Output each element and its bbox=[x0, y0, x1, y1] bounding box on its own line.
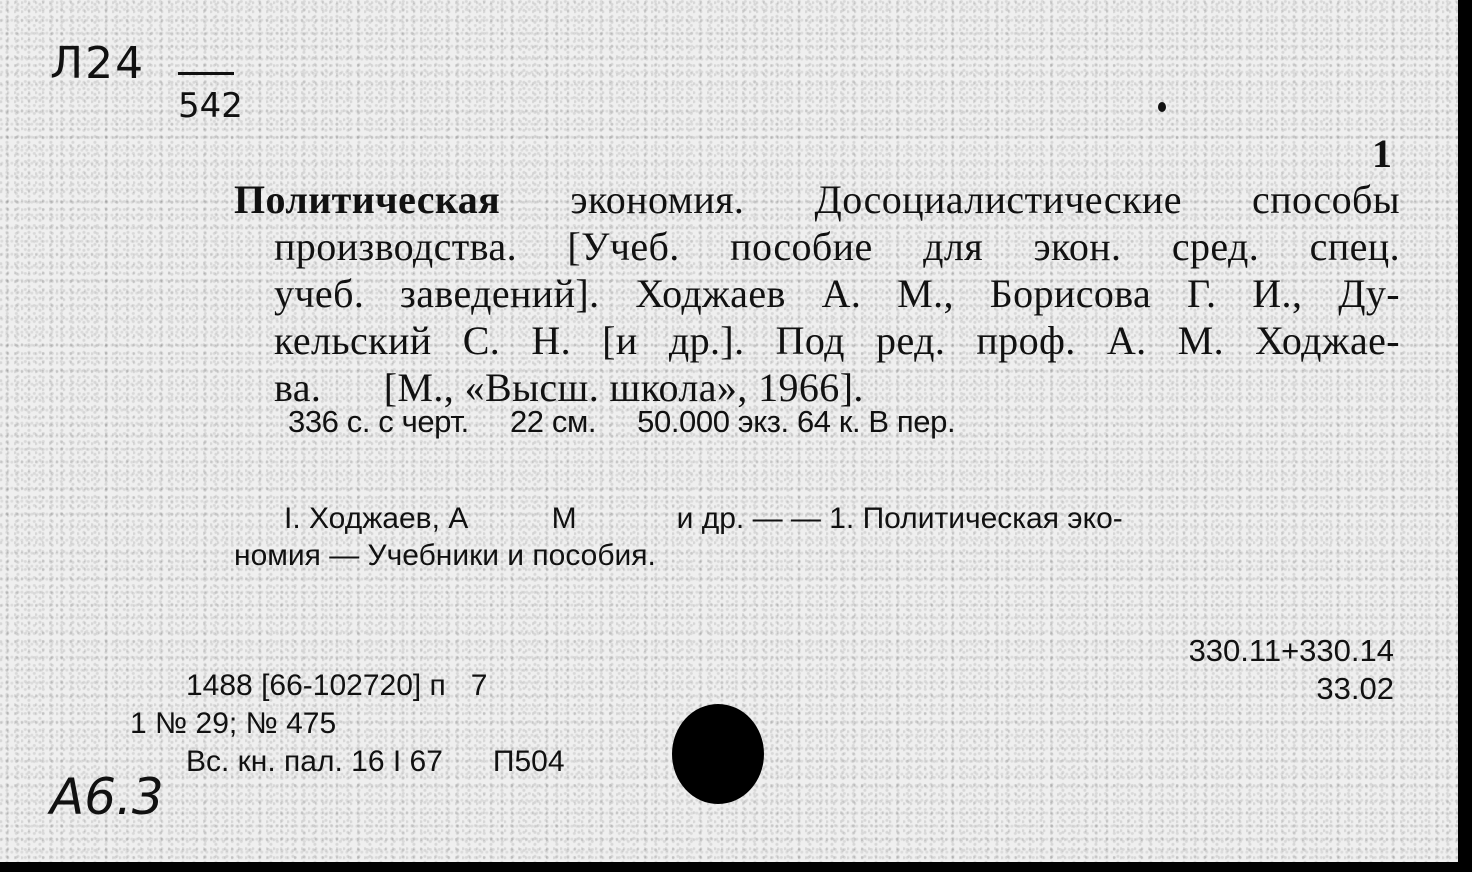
ink-dot bbox=[1158, 102, 1166, 112]
entry-line-5: ва. [М., «Высш. школа», 1966]. bbox=[274, 365, 864, 410]
footer-line-3: Вс. кн. пал. 16 I 67 П504 bbox=[186, 745, 565, 778]
footer-line-2: 1 № 29; № 475 bbox=[130, 707, 337, 740]
card-number: 1 bbox=[1372, 131, 1392, 176]
card-footer bbox=[130, 667, 565, 781]
handwritten-bottom-mark: A6.3 bbox=[50, 768, 164, 826]
call-number-fraction-line bbox=[178, 72, 234, 75]
bibliographic-description bbox=[234, 176, 1400, 411]
entry-line-3: учеб. заведений]. Ходжаев А. М., Борисова Г. И., Ду- bbox=[274, 271, 1400, 316]
collation: 336 с. с черт. 22 см. 50.000 экз. 64 к. В пер. bbox=[288, 404, 956, 439]
tracings bbox=[234, 500, 1404, 574]
classification-line-1: 330.11+330.14 bbox=[1188, 633, 1394, 668]
entry-line-2: производства. [Учеб. пособие для экон. сред. спец. bbox=[274, 224, 1400, 269]
call-number-bottom: 542 bbox=[178, 86, 243, 126]
entry-heading: Политическая bbox=[234, 177, 501, 222]
tracings-line-1: I. Ходжаев, А М и др. — — 1. Политическая эко- bbox=[284, 502, 1123, 535]
classification-numbers bbox=[1189, 632, 1394, 708]
punch-hole bbox=[672, 704, 764, 804]
tracings-line-2: номия — Учебники и пособия. bbox=[234, 539, 656, 572]
entry-line-1-rest: экономия. Досоциалистические способы bbox=[500, 177, 1400, 222]
entry-line-1 bbox=[234, 176, 1400, 223]
classification-line-2: 33.02 bbox=[1316, 671, 1394, 706]
footer-line-1: 1488 [66-102720] п 7 bbox=[186, 669, 488, 702]
call-number-top: Л24 bbox=[50, 38, 146, 89]
entry-line-4: кельский С. Н. [и др.]. Под ред. проф. А. М. Ходжае- bbox=[274, 318, 1400, 363]
